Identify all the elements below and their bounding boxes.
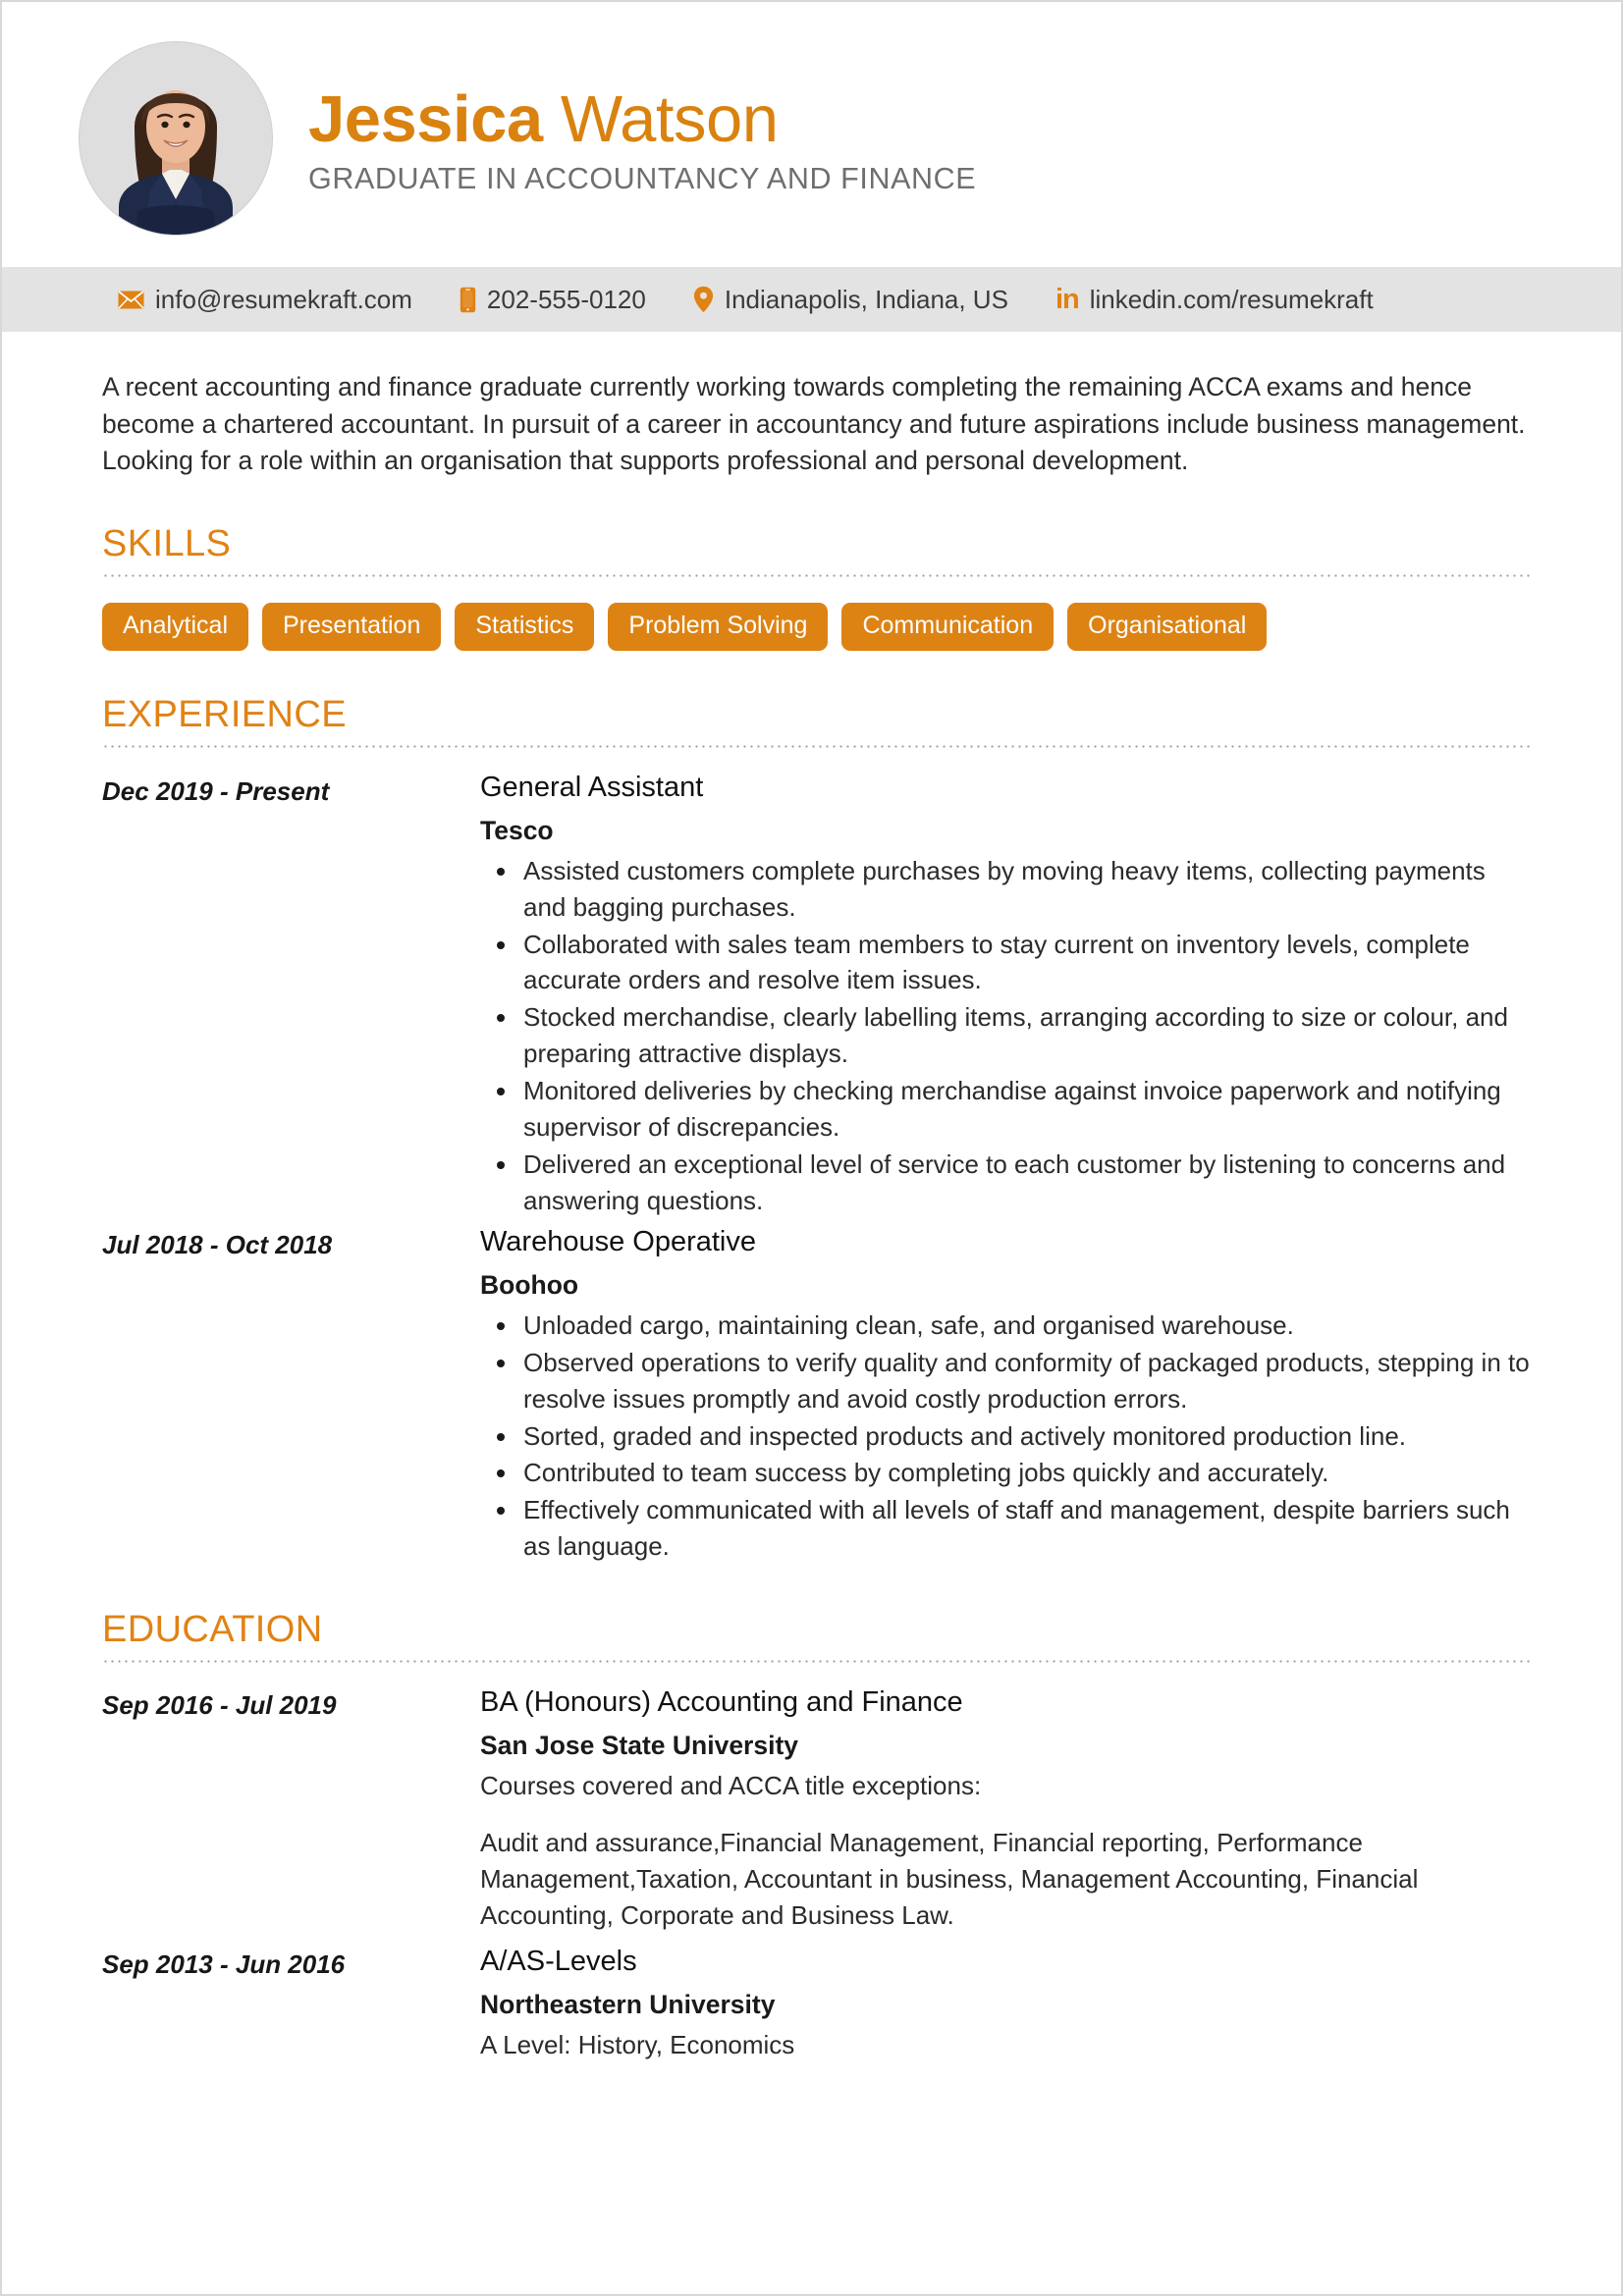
section-divider — [102, 745, 1531, 748]
skills-list — [102, 603, 1531, 651]
bullet-item: Monitored deliveries by checking merchandise against invoice paperwork and notifying supervisor of discrepancies. — [521, 1073, 1531, 1146]
skill-tag[interactable]: Presentation — [262, 603, 441, 651]
entry-role: Warehouse Operative — [480, 1225, 757, 1257]
location-pin-icon — [693, 286, 714, 313]
entry-note: Courses covered and ACCA title exceptions: — [480, 1771, 982, 1801]
bullet-item: Stocked merchandise, clearly labelling items, arranging according to size or colour, and preparing attractive displays. — [521, 999, 1531, 1072]
skill-tag[interactable]: Problem Solving — [608, 603, 828, 651]
contact-location-label: Indianapolis, Indiana, US — [724, 284, 1008, 314]
section-skills — [102, 522, 1531, 651]
resume-header — [2, 2, 1621, 267]
contact-bar — [2, 267, 1621, 332]
entry-degree: BA (Honours) Accounting and Finance — [480, 1686, 963, 1719]
entry-school: Northeastern University — [480, 1990, 776, 2020]
section-divider — [102, 574, 1531, 577]
entry-date: Jul 2018 - Oct 2018 — [102, 1229, 333, 1259]
skill-tag[interactable]: Communication — [841, 603, 1054, 651]
bullet-item: Effectively communicated with all levels of staff and management, despite barriers such as language. — [521, 1492, 1531, 1565]
entry-organization: Tesco — [480, 815, 554, 845]
entry-date: Sep 2016 - Jul 2019 — [102, 1690, 337, 1721]
section-experience — [102, 693, 1531, 1566]
entry-date: Sep 2013 - Jun 2016 — [102, 1949, 346, 1980]
section-education — [102, 1611, 1531, 2062]
section-title-skills: SKILLS — [102, 522, 232, 564]
section-divider — [102, 1660, 1531, 1663]
entry-bullets — [480, 1308, 1531, 1565]
education-entries — [102, 1684, 1531, 2063]
name-block — [308, 80, 976, 196]
contact-email-label: info@resumekraft.com — [155, 284, 412, 314]
entry-body — [480, 1684, 1531, 1934]
bullet-item: Collaborated with sales team members to stay current on inventory levels, complete accurate orders and resolve item issues. — [521, 927, 1531, 999]
page-title — [308, 81, 976, 156]
experience-entries — [102, 770, 1531, 1567]
section-title-education: EDUCATION — [102, 1609, 323, 1651]
job-title: GRADUATE IN ACCOUNTANCY AND FINANCE — [308, 162, 977, 196]
bullet-item: Contributed to team success by completing jobs quickly and accurately. — [521, 1455, 1531, 1491]
entry-body — [480, 1944, 1531, 2062]
bullet-item: Unloaded cargo, maintaining clean, safe, and organised warehouse. — [521, 1308, 1531, 1344]
contact-phone[interactable] — [460, 285, 646, 315]
education-entry — [102, 1944, 1531, 2062]
bullet-item: Sorted, graded and inspected products and actively monitored production line. — [521, 1418, 1531, 1455]
contact-linkedin-label: linkedin.com/resumekraft — [1089, 284, 1374, 314]
skill-tag[interactable]: Statistics — [455, 603, 594, 651]
contact-location[interactable] — [693, 285, 1008, 315]
professional-summary: A recent accounting and finance graduate currently working towards completing the remaining ACCA exams and hence become a chartered accountant. In pursuit of a career in accountancy and future aspirations include business management. Looking for a role within an organisation that supports professional and personal development. — [102, 372, 1526, 476]
linkedin-icon: in — [1055, 283, 1079, 315]
first-name: Jessica — [308, 81, 543, 156]
entry-bullets — [480, 853, 1531, 1219]
last-name: Watson — [560, 81, 779, 156]
entry-date: Dec 2019 - Present — [102, 775, 330, 806]
mobile-phone-icon — [460, 287, 476, 313]
experience-entry — [102, 1224, 1531, 1566]
entry-role: General Assistant — [480, 771, 704, 803]
education-entry — [102, 1684, 1531, 1934]
skill-tag[interactable]: Organisational — [1067, 603, 1267, 651]
entry-detail: Audit and assurance,Financial Management, Financial reporting, Performance Management,Taxation, Accountant in business, Management Accounting, Financial Accounting, Corporate and Business Law. — [480, 1828, 1419, 1931]
envelope-icon — [118, 291, 144, 309]
section-title-experience: EXPERIENCE — [102, 693, 347, 735]
entry-school: San Jose State University — [480, 1731, 799, 1761]
bullet-item: Observed operations to verify quality and conformity of packaged products, stepping in to resolve issues promptly and avoid costly production errors. — [521, 1345, 1531, 1417]
contact-email[interactable] — [118, 285, 412, 315]
entry-body — [480, 1224, 1531, 1566]
resume-content — [2, 369, 1621, 2063]
skill-tag[interactable]: Analytical — [102, 603, 248, 651]
entry-body — [480, 770, 1531, 1220]
experience-entry — [102, 770, 1531, 1220]
contact-linkedin[interactable] — [1055, 285, 1374, 315]
entry-note: A Level: History, Economics — [480, 2030, 795, 2060]
entry-organization: Boohoo — [480, 1270, 579, 1301]
bullet-item: Delivered an exceptional level of service to each customer by listening to concerns and answering questions. — [521, 1147, 1531, 1219]
avatar — [79, 41, 273, 236]
bullet-item: Assisted customers complete purchases by moving heavy items, collecting payments and bagging purchases. — [521, 853, 1531, 926]
contact-phone-label: 202-555-0120 — [486, 284, 646, 314]
entry-degree: A/AS-Levels — [480, 1946, 637, 1978]
